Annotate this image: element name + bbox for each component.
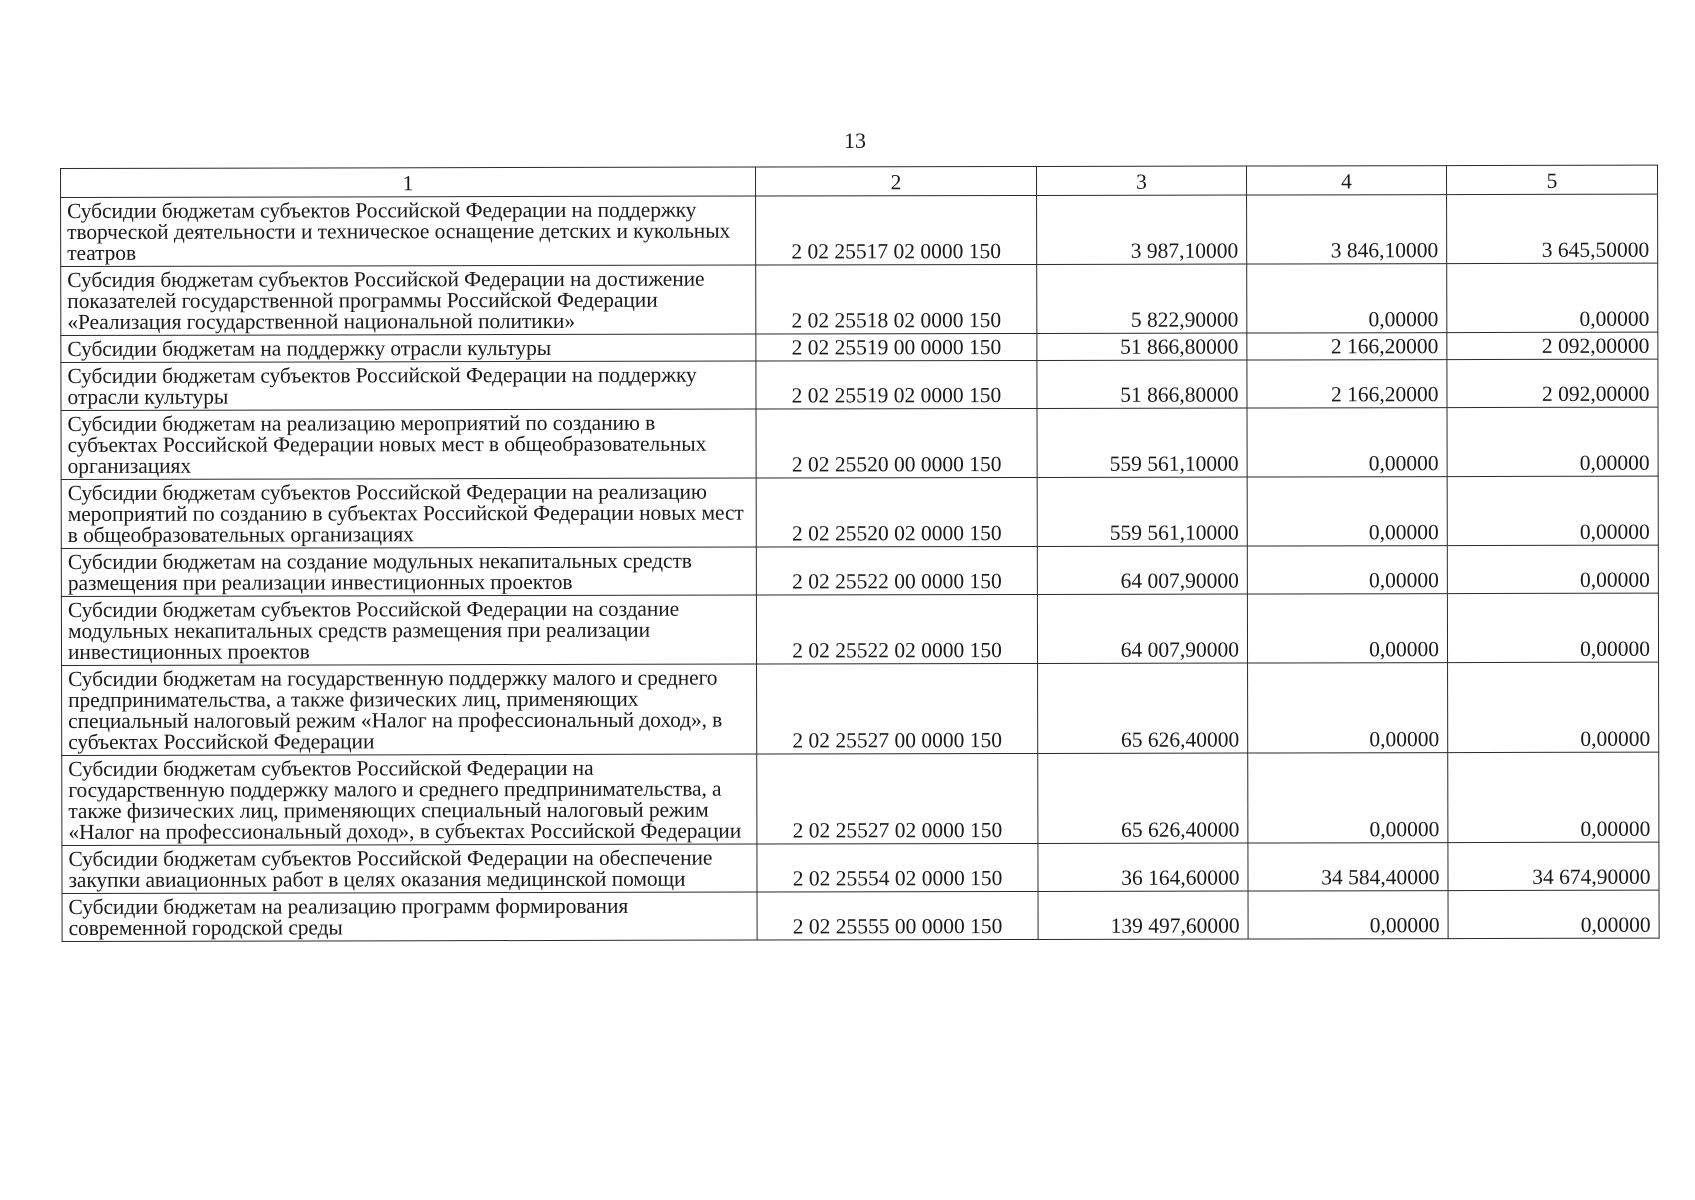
header-row — [61, 165, 1658, 197]
column-header-1: 1 — [61, 167, 756, 197]
row-value-3-cell: 51 866,80000 — [1037, 333, 1247, 360]
row-name-cell: Субсидии бюджетам на реализацию программ формирования современной городской среды — [62, 892, 757, 941]
row-value-4-cell: 34 584,40000 — [1248, 843, 1448, 891]
row-value-4-cell: 0,00000 — [1247, 594, 1447, 663]
row-code-cell: 2 02 25555 00 0000 150 — [757, 891, 1038, 940]
row-name-cell: Субсидия бюджетам субъектов Российской Федерации на достижение показателей государственной программы Российской Федерации «Реализация государственной национальной политики» — [61, 265, 756, 335]
row-value-3-cell: 65 626,40000 — [1038, 753, 1248, 843]
row-name-cell: Субсидии бюджетам субъектов Российской Федерации на поддержку отрасли культуры — [61, 361, 756, 410]
row-code-cell: 2 02 25527 00 0000 150 — [757, 663, 1038, 754]
row-value-5-cell: 2 092,00000 — [1447, 359, 1658, 407]
row-value-4-cell: 0,00000 — [1247, 546, 1447, 594]
row-name-cell: Субсидии бюджетам субъектов Российской Федерации на государственную поддержку малого и среднего предпринимательства, а также физических лиц, применяющих специальный налоговый режим «Налог на профессиональный доход», в субъектах Российской Федерации — [62, 754, 757, 845]
row-code-cell: 2 02 25554 02 0000 150 — [757, 843, 1038, 892]
row-value-5-cell: 0,00000 — [1447, 263, 1658, 332]
table-row — [61, 407, 1658, 479]
row-value-5-cell: 3 645,50000 — [1447, 194, 1658, 263]
row-value-4-cell: 2 166,20000 — [1247, 333, 1447, 360]
row-value-3-cell: 559 561,10000 — [1037, 477, 1247, 546]
row-value-3-cell: 559 561,10000 — [1037, 408, 1247, 477]
column-header-4: 4 — [1246, 166, 1446, 195]
row-value-5-cell: 0,00000 — [1447, 476, 1658, 545]
row-code-cell: 2 02 25519 00 0000 150 — [756, 333, 1037, 361]
row-value-4-cell: 0,00000 — [1247, 408, 1447, 477]
table-row — [61, 476, 1658, 548]
row-value-4-cell: 0,00000 — [1247, 264, 1447, 333]
column-header-5: 5 — [1446, 165, 1657, 194]
row-value-3-cell: 5 822,90000 — [1037, 264, 1247, 333]
column-header-3: 3 — [1036, 166, 1246, 195]
row-value-5-cell: 34 674,90000 — [1448, 842, 1659, 890]
row-value-4-cell: 3 846,10000 — [1247, 195, 1447, 264]
row-name-cell: Субсидии бюджетам на реализацию мероприятий по созданию в субъектах Российской Федерации новых мест в общеобразовательных организациях — [61, 409, 756, 479]
page-number: 13 — [844, 128, 866, 153]
row-value-4-cell: 0,00000 — [1248, 753, 1448, 843]
table-row — [61, 545, 1658, 596]
row-value-3-cell: 139 497,60000 — [1038, 891, 1248, 939]
column-header-2: 2 — [755, 166, 1036, 196]
row-code-cell: 2 02 25520 02 0000 150 — [756, 477, 1037, 547]
table-row — [61, 359, 1658, 410]
row-name-cell: Субсидии бюджетам на государственную поддержку малого и среднего предпринимательства, а также физических лиц, применяющих специальный налоговый режим «Налог на профессиональный доход», в субъектах Российской Федерации — [62, 664, 757, 755]
row-value-4-cell: 0,00000 — [1248, 891, 1448, 939]
table-row — [61, 263, 1658, 335]
row-value-4-cell: 0,00000 — [1248, 663, 1448, 753]
row-value-3-cell: 65 626,40000 — [1038, 663, 1248, 753]
row-name-cell: Субсидии бюджетам субъектов Российской Федерации на создание модульных некапитальных средств размещения при реализации инвестиционных проектов — [61, 595, 756, 665]
row-value-4-cell: 2 166,20000 — [1247, 360, 1447, 408]
row-code-cell: 2 02 25522 00 0000 150 — [756, 546, 1037, 595]
row-value-4-cell: 0,00000 — [1247, 477, 1447, 546]
row-code-cell: 2 02 25517 02 0000 150 — [756, 195, 1037, 265]
row-value-3-cell: 64 007,90000 — [1037, 546, 1247, 594]
row-value-3-cell: 51 866,80000 — [1037, 360, 1247, 408]
table-row — [61, 332, 1658, 362]
row-value-3-cell: 64 007,90000 — [1037, 594, 1247, 663]
table-row — [61, 194, 1658, 266]
row-value-5-cell: 0,00000 — [1447, 593, 1658, 662]
row-value-5-cell: 0,00000 — [1448, 662, 1659, 752]
row-code-cell: 2 02 25518 02 0000 150 — [756, 264, 1037, 334]
row-code-cell: 2 02 25522 02 0000 150 — [756, 594, 1037, 664]
row-value-5-cell: 0,00000 — [1447, 407, 1658, 476]
row-value-5-cell: 0,00000 — [1448, 752, 1659, 842]
row-code-cell: 2 02 25519 02 0000 150 — [756, 360, 1037, 409]
budget-table — [60, 165, 1660, 942]
row-name-cell: Субсидии бюджетам на создание модульных некапитальных средств размещения при реализации инвестиционных проектов — [61, 547, 756, 596]
row-name-cell: Субсидии бюджетам субъектов Российской Федерации на обеспечение закупки авиационных работ в целях оказания медицинской помощи — [62, 844, 757, 893]
row-name-cell: Субсидии бюджетам субъектов Российской Федерации на реализацию мероприятий по созданию в субъектах Российской Федерации новых мест в общеобразовательных организациях — [61, 478, 756, 548]
row-value-5-cell: 2 092,00000 — [1447, 332, 1658, 359]
row-value-5-cell: 0,00000 — [1447, 545, 1658, 593]
table-row — [61, 593, 1658, 665]
row-value-3-cell: 3 987,10000 — [1037, 195, 1247, 264]
row-name-cell: Субсидии бюджетам на поддержку отрасли культуры — [61, 334, 756, 362]
table-row — [62, 752, 1659, 845]
row-code-cell: 2 02 25527 02 0000 150 — [757, 753, 1038, 844]
row-value-5-cell: 0,00000 — [1448, 890, 1659, 938]
table-row — [62, 662, 1659, 755]
row-name-cell: Субсидии бюджетам субъектов Российской Федерации на поддержку творческой деятельности и техническое оснащение детских и кукольных театров — [61, 196, 756, 266]
table-row — [62, 890, 1659, 941]
row-value-3-cell: 36 164,60000 — [1038, 843, 1248, 891]
table-row — [62, 842, 1659, 893]
row-code-cell: 2 02 25520 00 0000 150 — [756, 408, 1037, 478]
